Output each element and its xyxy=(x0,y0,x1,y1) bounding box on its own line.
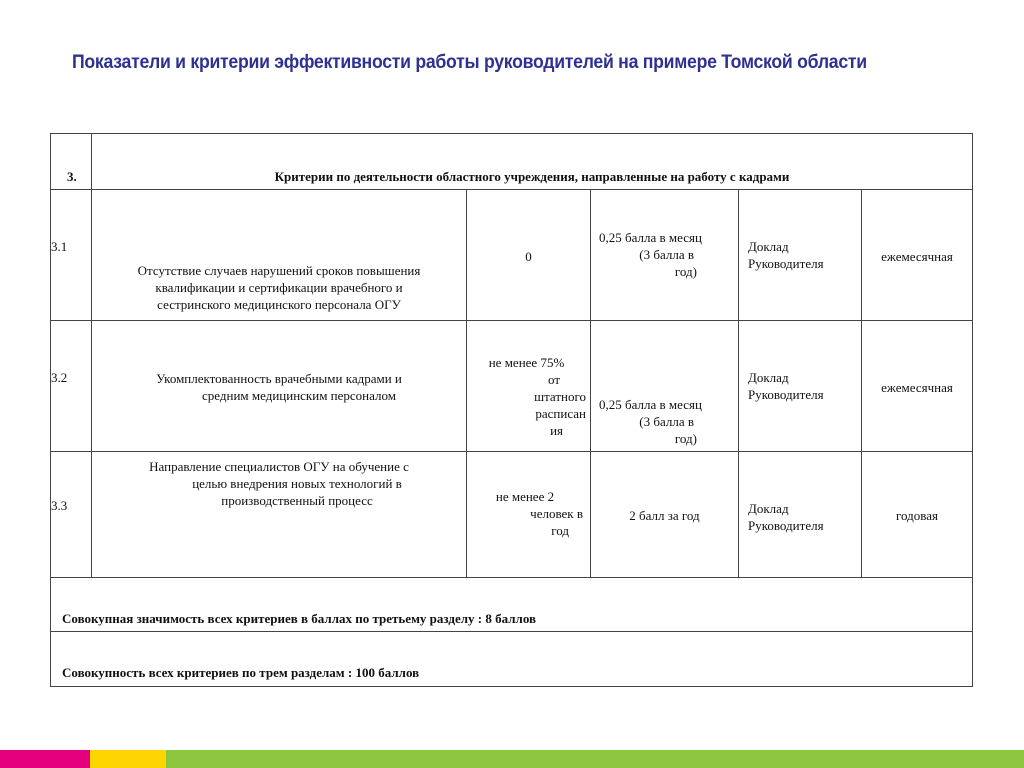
summary-total-score: Совокупность всех критериев по трем разделам : 100 баллов xyxy=(62,665,420,680)
period-value: годовая xyxy=(896,508,938,523)
page-title: Показатели и критерии эффективности работы руководителей на примере Томской области xyxy=(72,52,867,73)
source-value: Доклад Руководителя xyxy=(748,370,824,402)
row-divider xyxy=(51,320,972,321)
row-divider xyxy=(51,451,972,452)
row-number: 3.3 xyxy=(51,498,68,513)
period-value: ежемесячная xyxy=(881,380,953,395)
footer-bar-yellow xyxy=(90,750,166,768)
col-divider xyxy=(91,134,92,577)
summary-section-score: Совокупная значимость всех критериев в баллах по третьему разделу : 8 баллов xyxy=(62,611,537,626)
threshold-value: не менее 75% от штатного расписан ия xyxy=(488,355,586,438)
score-value: 0,25 балла в месяц (3 балла в год) xyxy=(599,230,702,279)
footer-bar-pink xyxy=(0,750,90,768)
row-number: 3.2 xyxy=(51,370,68,385)
criterion-text: Отсутствие случаев нарушений сроков повышения квалификации и сертификации врачебного и сестринского медицинского персонала ОГУ xyxy=(137,263,421,312)
criterion-text: Укомплектованность врачебными кадрами и средним медицинским персоналом xyxy=(156,371,402,403)
footer-bar-green xyxy=(166,750,1024,768)
row-divider xyxy=(51,577,972,578)
period-value: ежемесячная xyxy=(881,249,953,264)
score-value: 0,25 балла в месяц (3 балла в год) xyxy=(599,397,702,446)
threshold-value: 0 xyxy=(525,249,532,264)
row-number: 3.1 xyxy=(51,239,68,254)
threshold-value: не менее 2 человек в год xyxy=(495,489,583,538)
section-heading: Критерии по деятельности областного учреждения, направленные на работу с кадрами xyxy=(274,169,790,184)
source-value: Доклад Руководителя xyxy=(748,239,824,271)
row-divider xyxy=(51,189,972,190)
section-number: 3. xyxy=(67,169,77,184)
source-value: Доклад Руководителя xyxy=(748,501,824,533)
row-divider xyxy=(51,631,972,632)
score-value: 2 балл за год xyxy=(629,508,700,523)
criterion-text: Направление специалистов ОГУ на обучение с целью внедрения новых технологий в производственный процесс xyxy=(149,459,409,508)
col-divider xyxy=(738,189,739,577)
criteria-table xyxy=(50,133,973,687)
